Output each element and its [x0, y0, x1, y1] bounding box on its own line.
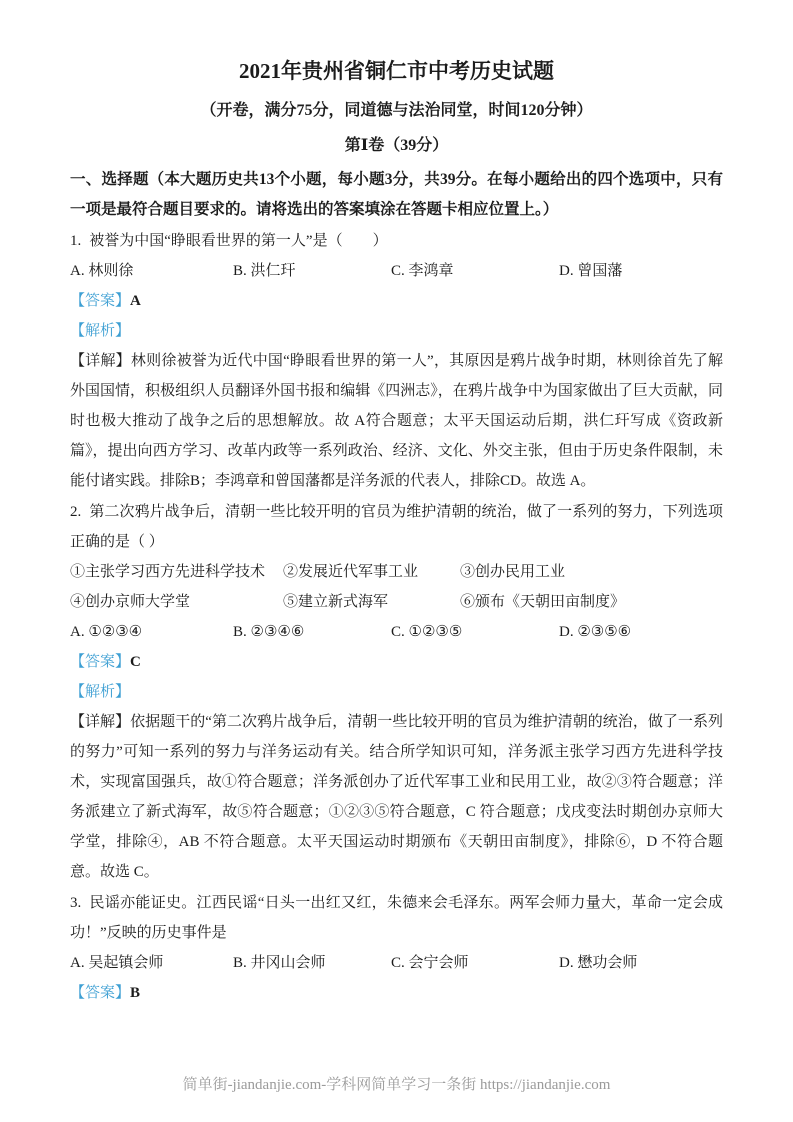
- answer-label: 【答案】: [70, 985, 131, 1001]
- question-2-text: [70, 497, 723, 557]
- question-1-stem: 被誉为中国“睁眼看世界的第一人”是（ ）: [89, 233, 388, 249]
- question-2-items-row-2: [70, 587, 723, 617]
- question-2-item-6: ⑥颁布《天朝田亩制度》: [460, 594, 626, 610]
- question-3-options: [70, 948, 723, 978]
- question-3-answer-line: [70, 978, 723, 1008]
- question-1-answer-line: [70, 286, 723, 316]
- question-2-item-2: ②发展近代军事工业: [283, 564, 419, 580]
- question-2-answer-value: C: [130, 654, 141, 670]
- question-2-detail-text: 依据题干的“第二次鸦片战争后，清朝一些比较开明的官员为维护清朝的统治，做了一系列的努力”可知一系列的努力与洋务运动有关。结合所学知识可知，洋务派主张学习西方先进科学技术，实现富国强兵，故①符合题意；洋务派创办了近代军事工业和民用工业，故②③符合题意；洋务派建立了新式海军，故⑤符合题意；①②③⑤符合题意，C 符合题意；戊戌变法时期创办京师大学堂，排除④，AB 不符合题意。太平天国运动时期颁布《天朝田亩制度》，排除⑥，D 不符合题意。故选 C。: [70, 714, 723, 880]
- question-2-items-row-1: [70, 557, 723, 587]
- question-2: [70, 497, 723, 887]
- question-2-stem: 第二次鸦片战争后，清朝一些比较开明的官员为维护清朝的统治，做了一系列的努力，下列选项正确的是（ ）: [70, 504, 723, 550]
- section-instructions: 一、选择题（本大题历史共13个小题，每小题3分，共39分。在每小题给出的四个选项中，只有一项是最符合题目要求的。请将选出的答案填涂在答题卡相应位置上。）: [70, 171, 723, 218]
- question-2-detail: [70, 707, 723, 887]
- detail-label: 【详解】: [70, 714, 131, 730]
- question-3-answer-value: B: [130, 985, 141, 1001]
- question-1-answer-value: A: [130, 293, 141, 309]
- question-2-analysis-label: 【解析】: [70, 684, 131, 700]
- question-2-option-a: A. ①②③④: [70, 624, 143, 640]
- question-1-detail-text: 林则徐被誉为近代中国“睁眼看世界的第一人”，其原因是鸦片战争时期，林则徐首先了解外国国情，积极组织人员翻译外国书报和编辑《四洲志》，在鸦片战争中为国家做出了巨大贡献，同时也极大推动了战争之后的思想解放。故 A符合题意；太平天国运动后期，洪仁玕写成《资政新篇》，提出向西方学习、改革内政等一系列政治、经济、文化、外交主张，但由于历史条件限制，未能付诸实践。排除B；李鸿章和曾国藩都是洋务派的代表人，排除CD。故选 A。: [70, 353, 723, 489]
- question-2-options: [70, 617, 723, 647]
- question-2-option-b: B. ②③④⑥: [233, 624, 305, 640]
- question-2-option-c: C. ①②③⑤: [391, 624, 463, 640]
- question-1-detail: [70, 346, 723, 496]
- question-2-answer-line: [70, 647, 723, 677]
- exam-meta-line: （开卷，满分75分，同道德与法治同堂，时间120分钟）: [200, 102, 593, 119]
- question-3-number: 3.: [70, 895, 82, 911]
- question-2-item-3: ③创办民用工业: [460, 564, 566, 580]
- question-3-text: [70, 888, 723, 948]
- detail-label: 【详解】: [70, 353, 131, 369]
- question-2-number: 2.: [70, 504, 82, 520]
- section-title: 第Ⅰ卷（39分）: [344, 137, 449, 154]
- question-2-item-1: ①主张学习西方先进科学技术: [70, 564, 266, 580]
- answer-label: 【答案】: [70, 293, 131, 309]
- question-3-option-a: A. 吴起镇会师: [70, 955, 164, 971]
- question-3-option-c: C. 会宁会师: [391, 955, 469, 971]
- question-1-option-d: D. 曾国藩: [559, 263, 623, 279]
- question-1: [70, 226, 723, 496]
- question-1-number: 1.: [70, 233, 82, 249]
- question-2-item-4: ④创办京师大学堂: [70, 594, 191, 610]
- question-3-stem: 民谣亦能证史。江西民谣“日头一出红又红，朱德来会毛泽东。两军会师力量大，革命一定会成功！”反映的历史事件是: [70, 895, 723, 941]
- question-1-options: [70, 256, 723, 286]
- page-title: 2021年贵州省铜仁市中考历史试题: [239, 59, 554, 83]
- question-1-analysis-label: 【解析】: [70, 323, 131, 339]
- footer-watermark: 简单街-jiandanjie.com-学科网简单学习一条街 https://jiandanjie.com: [182, 1077, 611, 1093]
- question-1-option-b: B. 洪仁玕: [233, 263, 296, 279]
- question-2-option-d: D. ②③⑤⑥: [559, 624, 632, 640]
- question-3-option-d: D. 懋功会师: [559, 955, 638, 971]
- answer-label: 【答案】: [70, 654, 131, 670]
- question-1-text: [70, 226, 723, 256]
- question-1-option-a: A. 林则徐: [70, 263, 134, 279]
- question-3: [70, 888, 723, 1008]
- question-2-item-5: ⑤建立新式海军: [283, 594, 389, 610]
- question-1-option-c: C. 李鸿章: [391, 263, 454, 279]
- question-3-option-b: B. 井冈山会师: [233, 955, 326, 971]
